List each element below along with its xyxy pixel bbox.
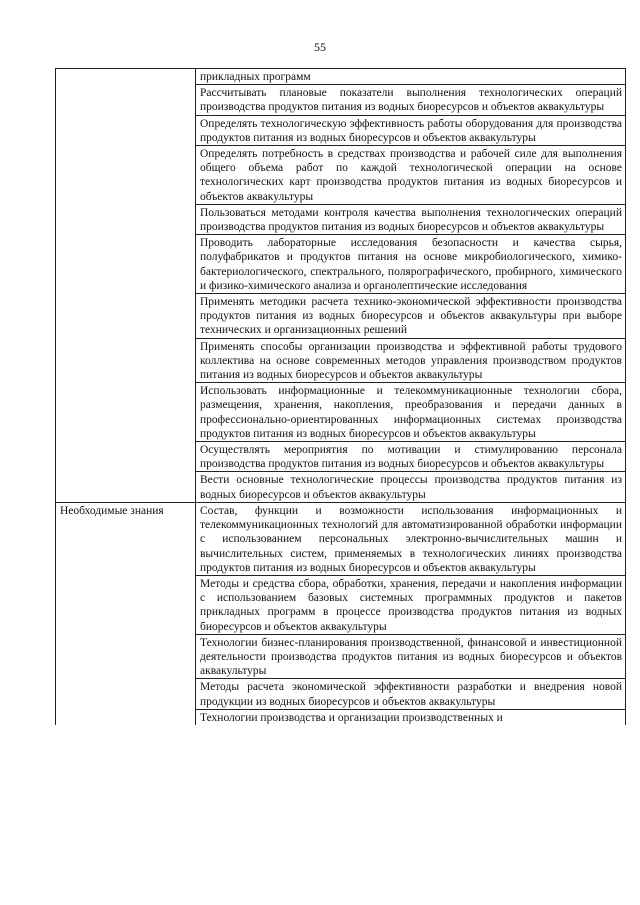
skill-cell [196,338,626,383]
skill-cell [196,85,626,115]
skill-cell [196,115,626,145]
table-row [56,502,626,575]
knowledge-cell [196,634,626,679]
skill-text: Вести основные технологические процессы производства продуктов питания из водных биоресурсов и объектов аквакультуры [200,474,622,501]
section-label [56,69,196,503]
skill-text: Применять способы организации производства и эффективной работы трудового коллектива на основе современных методов управления производством продуктов питания из водных биоресурсов и объектов аквакультуры [200,340,622,382]
skill-cell [196,472,626,502]
skill-cell [196,383,626,442]
knowledge-cell [196,502,626,575]
skill-cell [196,69,626,85]
skill-text: Определять технологическую эффективность работы оборудования для производства продуктов питания из водных биоресурсов и объектов аквакультуры [200,117,622,144]
skill-text: Определять потребность в средствах производства и рабочей силе для выполнения общего объема работ по каждой технологической операции на основе технологических карт производства продуктов питания из водных биоресурсов и объектов аквакультуры [200,148,622,203]
skill-text: прикладных программ [200,71,311,83]
skill-cell [196,204,626,234]
page-number: 55 [314,40,326,54]
knowledge-text: Состав, функции и возможности использования информационных и телекоммуникационных технологий для автоматизированной обработки информации с использованием персональных электронно-вычислительных машин и вычислительных систем, применяемых в технологических линиях производства продуктов питания из водных биоресурсов и объектов аквакультуры [200,504,622,574]
section-label: Необходимые знания [56,502,196,725]
skill-text: Использовать информационные и телекоммуникационные технологии сбора, размещения, хранения, накопления, преобразования и передачи данных в профессионально-ориентированных информационных системах производства продуктов питания из водных биоресурсов и объектов аквакультуры [200,385,622,440]
skill-cell [196,146,626,205]
skill-cell [196,294,626,339]
skill-text: Пользоваться методами контроля качества выполнения технологических операций производства продуктов питания из водных биоресурсов и объектов аквакультуры [200,206,622,234]
skill-cell [196,442,626,472]
knowledge-text: Методы и средства сбора, обработки, хранения, передачи и накопления информации с использованием базовых системных программных продуктов и пакетов прикладных программ в процессе производства продуктов питания из водных биоресурсов и объектов аквакультуры [200,577,622,633]
requirements-table [55,68,626,725]
skill-text: Осуществлять мероприятия по мотивации и стимулированию персонала производства продуктов питания из водных биоресурсов и объектов аквакультуры [200,444,622,471]
skill-text: Рассчитывать плановые показатели выполнения технологических операций производства продуктов питания из водных биоресурсов и объектов аквакультуры [200,87,622,114]
skill-text: Применять методики расчета технико-экономической эффективности производства продуктов питания из водных биоресурсов и объектов аквакультуры при выборе технических и организационных решений [200,296,622,337]
skill-cell [196,235,626,294]
knowledge-text: Технологии производства и организации производственных и [200,711,503,724]
knowledge-text: Методы расчета экономической эффективности разработки и внедрения новой продукции из водных биоресурсов и объектов аквакультуры [200,681,622,708]
skill-text: Проводить лабораторные исследования безопасности и качества сырья, полуфабрикатов и продуктов питания на основе микробиологического, химико-бактериологического, спектрального, полярографического, пробирного, химического и физико-химического анализа и органолептические исследования [200,237,622,292]
knowledge-cell [196,575,626,634]
knowledge-text: Технологии бизнес-планирования производственной, финансовой и инвестиционной деятельности производства продуктов питания из водных биоресурсов и объектов аквакультуры [200,636,622,678]
knowledge-cell [196,679,626,709]
knowledge-cell [196,709,626,725]
table-row [56,69,626,85]
